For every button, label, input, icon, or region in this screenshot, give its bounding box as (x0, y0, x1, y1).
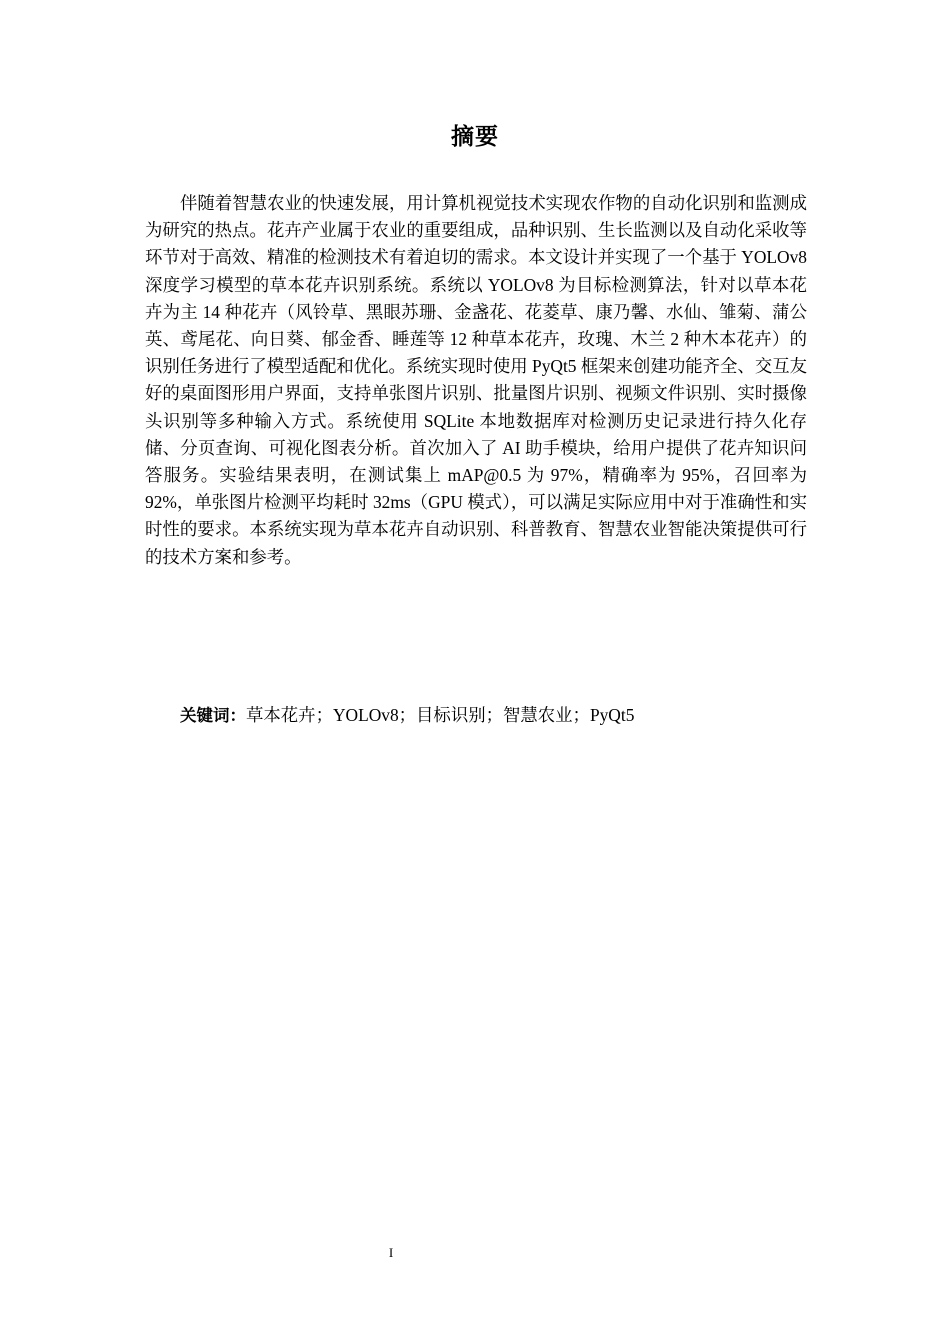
keywords-label: 关键词： (180, 706, 246, 725)
keywords-line (180, 702, 800, 729)
page-title: 摘要 (451, 124, 499, 150)
abstract-paragraph: 伴随着智慧农业的快速发展，用计算机视觉技术实现农作物的自动化识别和监测成为研究的热点。花卉产业属于农业的重要组成，品种识别、生长监测以及自动化采收等环节对于高效、精准的检测技术有着迫切的需求。本文设计并实现了一个基于 YOLOv8 深度学习模型的草本花卉识别系统。系统以 YOLOv8 为目标检测算法，针对以草本花卉为主 14 种花卉（风铃草、黑眼苏珊、金盏花、花菱草、康乃馨、水仙、雏菊、蒲公英、鸢尾花、向日葵、郁金香、睡莲等 12 种草本花卉，玫瑰、木兰 2 种木本花卉）的识别任务进行了模型适配和优化。系统实现时使用 PyQt5 框架来创建功能齐全、交互友好的桌面图形用户界面，支持单张图片识别、批量图片识别、视频文件识别、实时摄像头识别等多种输入方式。系统使用 SQLite 本地数据库对检测历史记录进行持久化存储、分页查询、可视化图表分析。首次加入了 AI 助手模块，给用户提供了花卉知识问答服务。实验结果表明，在测试集上 mAP@0.5 为 97%，精确率为 95%，召回率为 92%，单张图片检测平均耗时 32ms（GPU 模式），可以满足实际应用中对于准确性和实时性的要求。本系统实现为草本花卉自动识别、科普教育、智慧农业智能决策提供可行的技术方案和参考。 (145, 193, 807, 567)
page-number: I (388, 1245, 394, 1260)
keywords-text: 草本花卉；YOLOv8；目标识别；智慧农业；PyQt5 (246, 705, 635, 725)
